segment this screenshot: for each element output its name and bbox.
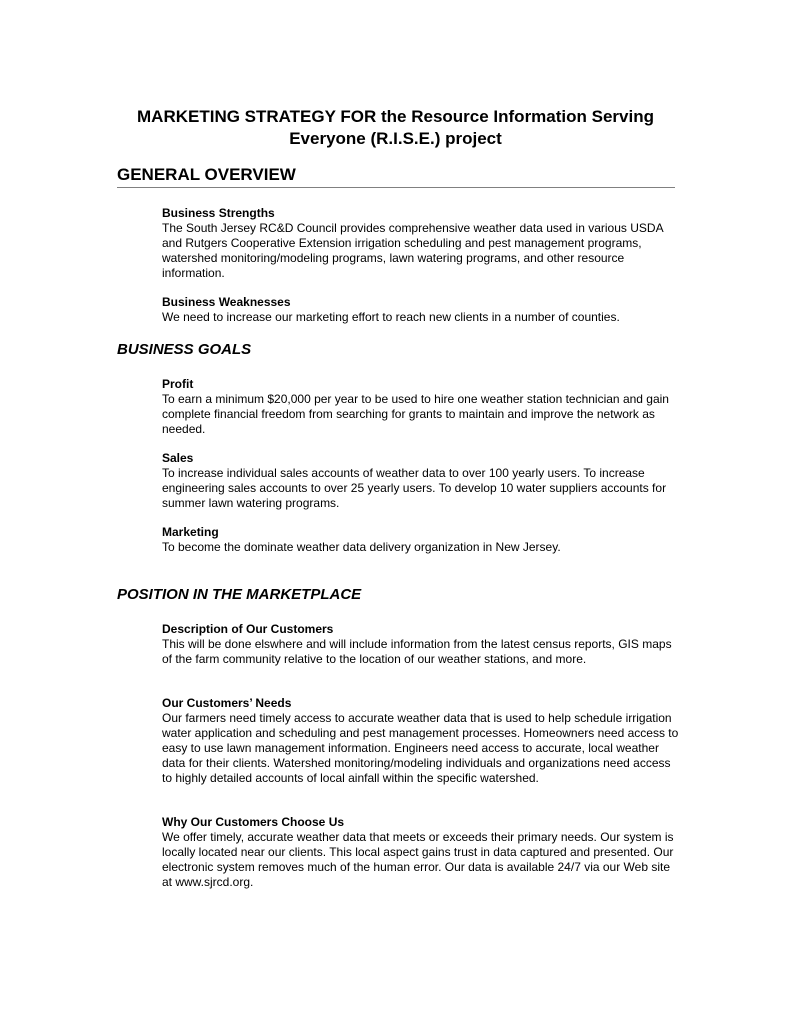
customers-needs-text: Our farmers need timely access to accurate weather data that is used to help schedule irrigation water application and scheduling and pest management processes. Homeowners need access to easy to use lawn management information. Engineers need access to accurate, local weather data for their clients. Watershed monitoring/modeling individuals and organizations need access to highly detailed accounts of local ainfall within the specific watershed. — [162, 711, 679, 785]
why-choose-us-heading: Why Our Customers Choose Us — [162, 815, 345, 829]
document-title: MARKETING STRATEGY FOR the Resource Information Serving Everyone (R.I.S.E.) project — [137, 107, 654, 148]
customers-description-heading: Description of Our Customers — [162, 622, 334, 636]
business-strengths-heading: Business Strengths — [162, 206, 275, 220]
business-goals-heading: BUSINESS GOALS — [117, 341, 252, 358]
why-choose-us-text: We offer timely, accurate weather data that meets or exceeds their primary needs. Our system is locally located near our clients. This local aspect gains trust in data captured and presented. Our electronic system removes much of the human error. Our data is available 24/7 via our Web site at www.sjrcd.org. — [162, 830, 674, 889]
business-strengths-text: The South Jersey RC&D Council provides comprehensive weather data used in various USDA and Rutgers Cooperative Extension irrigation scheduling and pest management programs, watershed monitoring/modeling programs, lawn watering programs, and other resource information. — [162, 221, 663, 280]
marketing-text: To become the dominate weather data delivery organization in New Jersey. — [162, 540, 561, 554]
position-heading: POSITION IN THE MARKETPLACE — [117, 586, 362, 603]
business-weaknesses-text: We need to increase our marketing effort to reach new clients in a number of counties. — [162, 310, 620, 324]
marketing-heading: Marketing — [162, 525, 219, 539]
business-weaknesses-heading: Business Weaknesses — [162, 295, 291, 309]
general-overview-heading: GENERAL OVERVIEW — [117, 164, 675, 188]
customers-description-text: This will be done elswhere and will include information from the latest census reports, GIS maps of the farm community relative to the location of our weather stations, and more. — [162, 637, 672, 666]
profit-heading: Profit — [162, 377, 194, 391]
customers-needs-heading: Our Customers’ Needs — [162, 696, 292, 710]
profit-text: To earn a minimum $20,000 per year to be used to hire one weather station technician and gain complete financial freedom from searching for grants to maintain and improve the network as needed. — [162, 392, 669, 436]
sales-text: To increase individual sales accounts of weather data to over 100 yearly users. To increase engineering sales accounts to over 25 yearly users. To develop 10 water suppliers accounts for summer lawn watering programs. — [162, 466, 667, 510]
sales-heading: Sales — [162, 451, 194, 465]
